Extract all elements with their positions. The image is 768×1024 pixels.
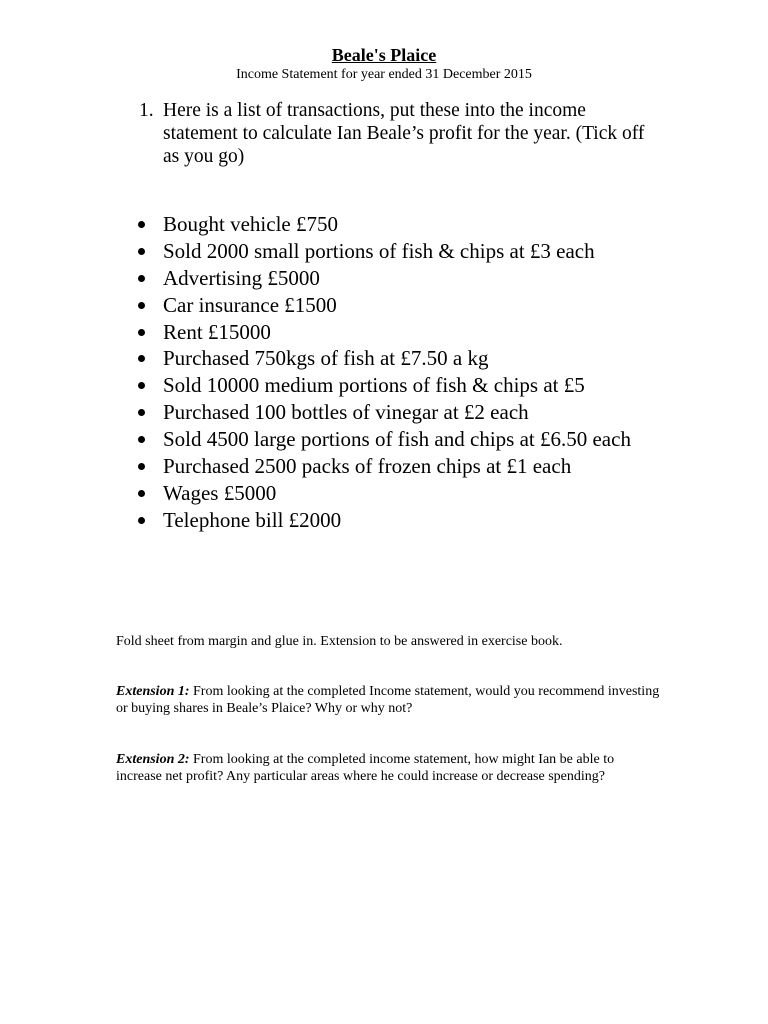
bullet-icon (138, 221, 145, 228)
extension-2-label: Extension 2: (116, 752, 190, 767)
transaction-item (138, 239, 678, 264)
bullet-icon (138, 248, 145, 255)
transaction-text: Purchased 2500 packs of frozen chips at £1 each (163, 454, 572, 479)
bullet-icon (138, 463, 145, 470)
transaction-text: Sold 4500 large portions of fish and chips at £6.50 each (163, 427, 631, 452)
transaction-text: Advertising £5000 (163, 265, 320, 290)
transaction-text: Car insurance £1500 (163, 292, 337, 317)
transaction-text: Purchased 100 bottles of vinegar at £2 each (163, 400, 529, 425)
bullet-icon (138, 302, 145, 309)
bullet-icon (138, 329, 145, 336)
bullet-icon (138, 355, 145, 362)
transaction-text: Bought vehicle £750 (163, 212, 338, 236)
transaction-item (138, 481, 678, 506)
bullet-icon (138, 490, 145, 497)
bullet-icon (138, 436, 145, 443)
page-subtitle: Income Statement for year ended 31 December 2015 (236, 67, 532, 82)
bullet-icon (138, 409, 145, 416)
transaction-item (138, 212, 678, 237)
extension-1 (116, 683, 661, 717)
transaction-list (138, 212, 678, 535)
transaction-text: Rent £15000 (163, 319, 271, 344)
extension-2 (116, 751, 661, 785)
transaction-item (138, 508, 678, 533)
extension-2-text: From looking at the completed income statement, how might Ian be able to increase net profit? Any particular areas where he could increase or decrease spending? (116, 752, 615, 784)
transaction-item (138, 293, 678, 318)
transaction-item (138, 320, 678, 345)
bullet-icon (138, 517, 145, 524)
bullet-icon (138, 275, 145, 282)
transaction-item (138, 266, 678, 291)
question-1 (139, 99, 659, 168)
transaction-item (138, 346, 678, 371)
bullet-icon (138, 382, 145, 389)
page-title-text: Beale's Plaice (331, 45, 437, 65)
extension-1-text: From looking at the completed Income statement, would you recommend investing or buying shares in Beale’s Plaice? Why or why not? (116, 684, 660, 716)
extension-1-label: Extension 1: (116, 684, 190, 699)
transaction-text: Sold 10000 medium portions of fish & chips at £5 (163, 373, 585, 398)
transaction-item (138, 373, 678, 398)
transaction-text: Purchased 750kgs of fish at £7.50 a kg (163, 346, 489, 371)
question-number: 1. (139, 100, 154, 121)
fold-instruction: Fold sheet from margin and glue in. Extension to be answered in exercise book. (116, 634, 563, 649)
transaction-text: Sold 2000 small portions of fish & chips at £3 each (163, 238, 595, 263)
page-title (0, 44, 768, 66)
transaction-item (138, 454, 678, 479)
transaction-text: Wages £5000 (163, 480, 277, 505)
transaction-item (138, 427, 678, 452)
question-text: Here is a list of transactions, put these into the income statement to calculate Ian Beale’s profit for the year. (Tick off as you go) (163, 100, 645, 167)
transaction-item (138, 400, 678, 425)
transaction-text: Telephone bill £2000 (163, 507, 342, 532)
